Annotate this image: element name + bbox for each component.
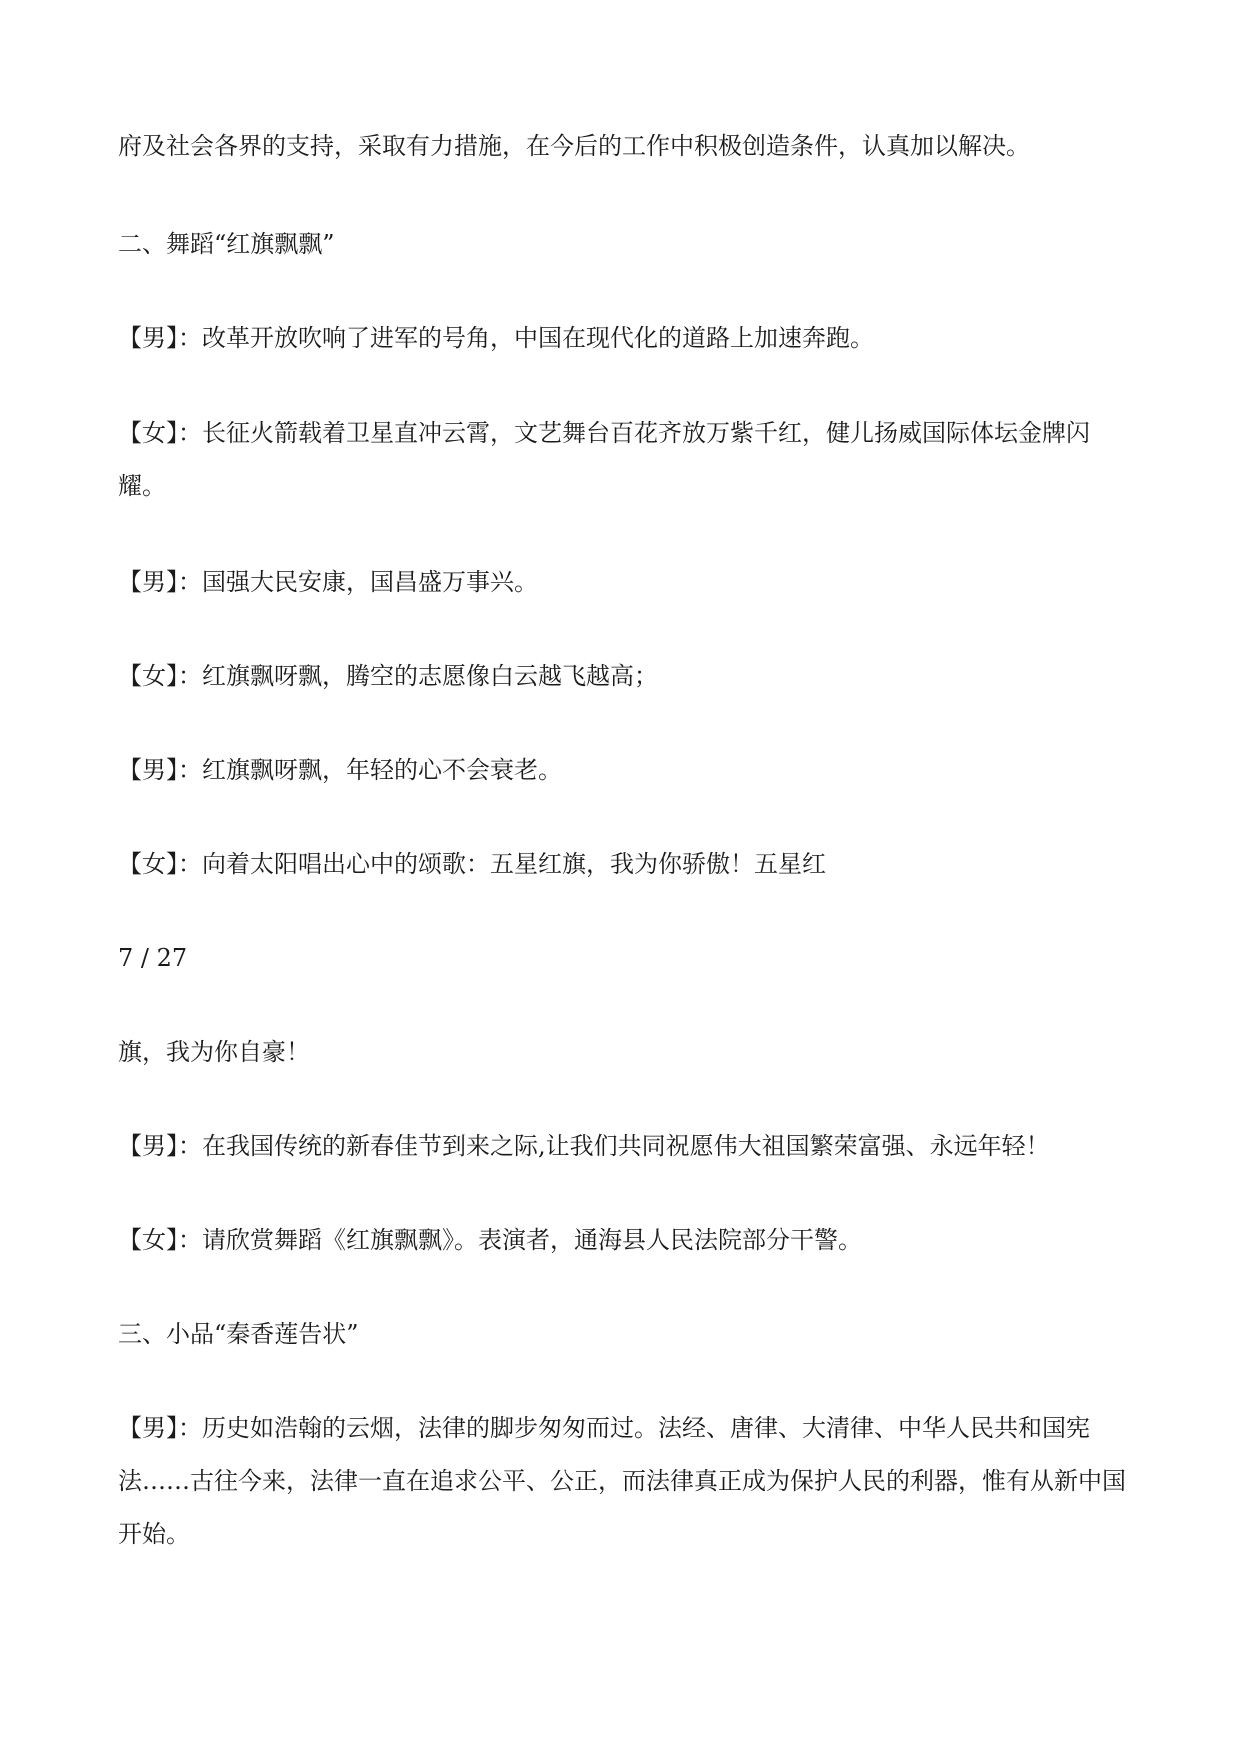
page-number: 7 / 27 <box>118 944 188 972</box>
paragraph-continuation: 府及社会各界的支持，采取有力措施，在今后的工作中积极创造条件，认真加以解决。 <box>118 132 1030 160</box>
dialogue-female-2: 【女】：红旗飘呀飘，腾空的志愿像白云越飞越高； <box>118 662 658 690</box>
section-heading-3: 三、小品“秦香莲告状” <box>118 1320 359 1348</box>
paragraph-continuation-2: 旗，我为你自豪！ <box>118 1038 310 1066</box>
section-heading-2: 二、舞蹈“红旗飘飘” <box>118 230 335 258</box>
dialogue-female-4: 【女】：请欣赏舞蹈《红旗飘飘》。表演者，通海县人民法院部分干警。 <box>118 1226 862 1254</box>
dialogue-male-3: 【男】：红旗飘呀飘，年轻的心不会衰老。 <box>118 756 562 784</box>
dialogue-male-1: 【男】：改革开放吹响了进军的号角，中国在现代化的道路上加速奔跑。 <box>118 324 874 352</box>
dialogue-male-5: 【男】：历史如浩翰的云烟，法律的脚步匆匆而过。法经、唐律、大清律、中华人民共和国宪法……古往今来，法律一直在追求公平、公正，而法律真正成为保护人民的利器，惟有从新中国开始。 <box>118 1414 1126 1548</box>
dialogue-male-2: 【男】：国强大民安康，国昌盛万事兴。 <box>118 568 538 596</box>
dialogue-female-3: 【女】：向着太阳唱出心中的颂歌：五星红旗，我为你骄傲！五星红 <box>118 850 826 878</box>
dialogue-female-1: 【女】：长征火箭载着卫星直冲云霄，文艺舞台百花齐放万紫千红，健儿扬威国际体坛金牌闪耀。 <box>118 419 1090 500</box>
dialogue-male-4: 【男】：在我国传统的新春佳节到来之际,让我们共同祝愿伟大祖国繁荣富强、永远年轻！ <box>118 1132 1050 1160</box>
